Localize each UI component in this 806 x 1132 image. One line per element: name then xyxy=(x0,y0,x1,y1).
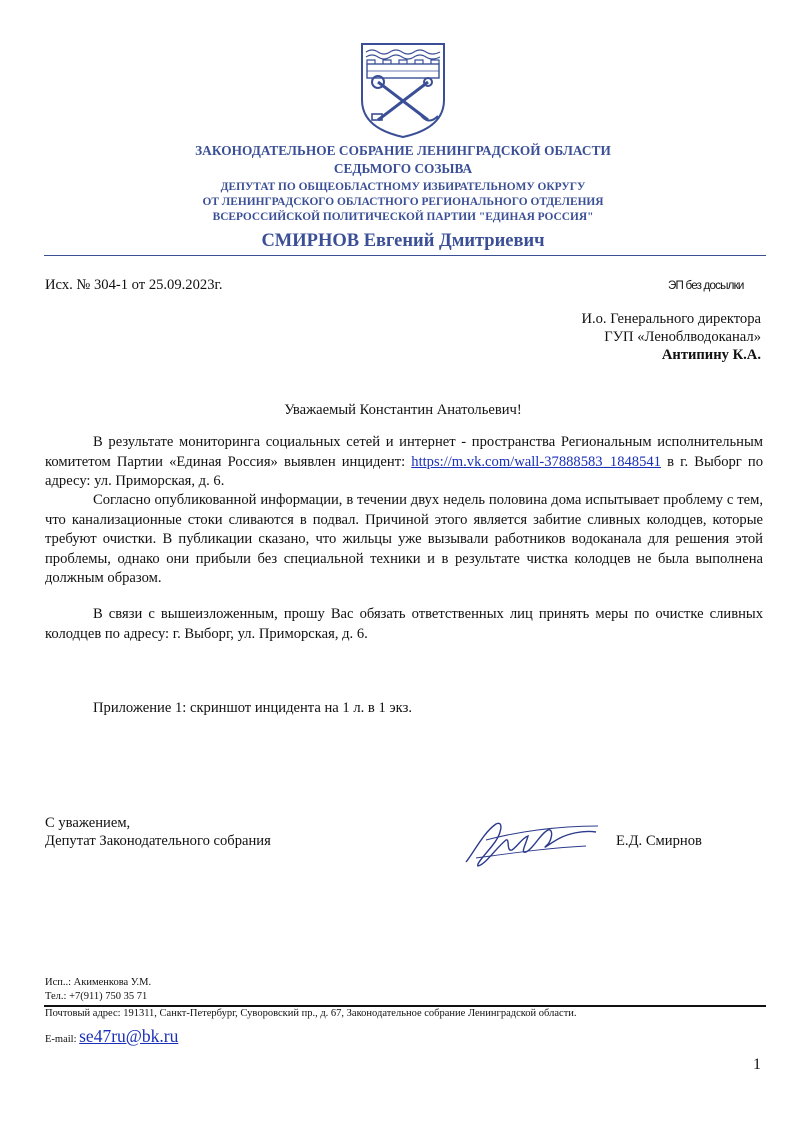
header-deputy-name: СМИРНОВ Евгений Дмитриевич xyxy=(261,231,545,251)
paragraph-3-text: В связи с вышеизложенным, прошу Вас обязать ответственных лиц принять меры по очистке сливных колодцев по адресу: г. Выборг, ул. Приморская, д. 6. xyxy=(45,606,763,642)
outgoing-number: Исх. № 304-1 от 25.09.2023г. xyxy=(45,277,223,293)
footer-email xyxy=(45,1026,178,1047)
coat-of-arms-emblem xyxy=(358,40,448,140)
email-label: E-mail: xyxy=(45,1034,80,1045)
footer-postal-address xyxy=(45,1008,577,1019)
footer-phone: Тел.: +7(911) 750 35 71 xyxy=(45,991,148,1002)
paragraph-2-text: Согласно опубликованной информации, в течении двух недель половина дома испытывает проблему с тем, что канализационные стоки сливаются в подвал. Причиной этого является забитие сливных колодцев, которые требуют очистки. В публикации сказано, что жильцы уже вызывали работников водоканала для решения этой проблемы, однако они прибыли без специальной техники и в результате чистка колодцев не была выполнена должным образом. xyxy=(45,492,763,587)
addressee-name: Антипину К.А. xyxy=(661,347,761,363)
postal-label: Почтовый адрес: xyxy=(45,1008,124,1019)
header-convocation: СЕДЬМОГО СОЗЫВА xyxy=(333,161,473,176)
footer-executor: Исп..: Акименкова У.М. xyxy=(45,977,152,988)
addressee-position: И.о. Генерального директора xyxy=(581,311,761,327)
appendix-note: Приложение 1: скриншот инцидента на 1 л. в 1 экз. xyxy=(93,700,412,716)
handwritten-signature xyxy=(456,812,606,874)
incident-link[interactable]: https://m.vk.com/wall-37888583_1848541 xyxy=(411,453,661,470)
postal-value: 191311, Санкт-Петербург, Суворовский пр., д. 67, Законодательное собрание Ленинградской области. xyxy=(123,1008,577,1019)
addressee-organization: ГУП «Леноблводоканал» xyxy=(604,329,761,345)
page-number: 1 xyxy=(753,1056,761,1073)
delivery-mark: ЭП без досылки xyxy=(668,279,744,292)
greeting: Уважаемый Константин Анатольевич! xyxy=(284,402,522,418)
header-divider xyxy=(44,255,766,256)
email-link[interactable]: se47ru@bk.ru xyxy=(79,1026,179,1046)
signature-closing: С уважением, xyxy=(45,815,131,831)
footer-divider xyxy=(44,1005,766,1007)
signature-name: Е.Д. Смирнов xyxy=(616,833,702,849)
paragraph-1-tail: в г. Выборг по адресу: ул. Приморская, д. 6. xyxy=(45,453,764,490)
paragraph-1-text: В результате мониторинга социальных сетей и интернет - пространства Региональным исполнительным комитетом Партии «Единая Россия» выявлен инцидент: xyxy=(45,434,763,470)
header-deputy-line1: ДЕПУТАТ ПО ОБЩЕОБЛАСТНОМУ ИЗБИРАТЕЛЬНОМУ ОКРУГУ xyxy=(220,181,586,193)
header-deputy-line3: ВСЕРОССИЙСКОЙ ПОЛИТИЧЕСКОЙ ПАРТИИ "ЕДИНАЯ РОССИЯ" xyxy=(212,211,594,223)
signature-title: Депутат Законодательного собрания xyxy=(45,833,271,849)
header-organization: ЗАКОНОДАТЕЛЬНОЕ СОБРАНИЕ ЛЕНИНГРАДСКОЙ ОБЛАСТИ xyxy=(195,143,611,158)
header-deputy-line2: ОТ ЛЕНИНГРАДСКОГО ОБЛАСТНОГО РЕГИОНАЛЬНОГО ОТДЕЛЕНИЯ xyxy=(202,196,604,208)
body-paragraph-1 xyxy=(45,433,763,492)
body-paragraph-2 xyxy=(45,491,763,589)
body-paragraph-3 xyxy=(45,605,763,644)
